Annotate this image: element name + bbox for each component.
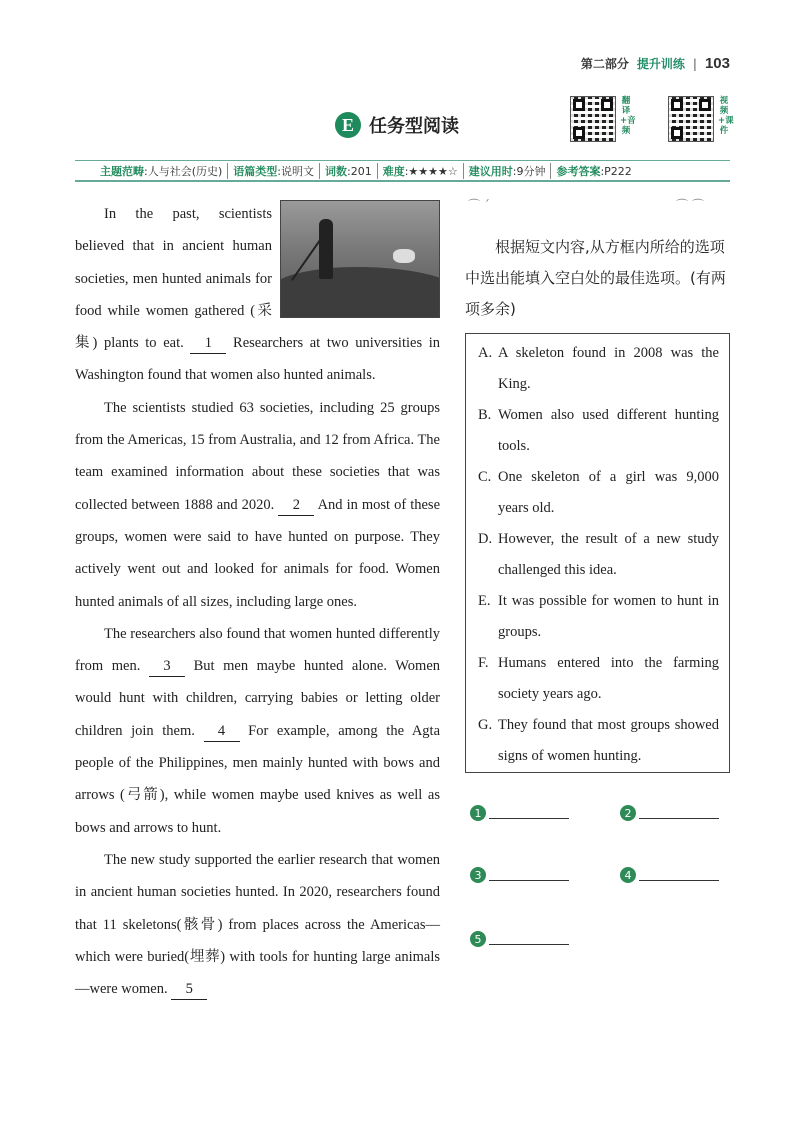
option-c: C. One skeleton of a girl was 9,000 years old. [478,469,719,516]
qr-label-left: 翻译+音频 [620,96,636,136]
task-instruction: 根据短文内容,从方框内所给的选项中选出能填入空白处的最佳选项。(有两项多余) [465,238,726,318]
answer-5[interactable]: 5 [470,931,569,947]
info-text-type: 语篇类型:说明文 [228,163,320,179]
paragraph-3: The researchers also found that women hunted differently from men. 3 But men maybe hunted alone. Women would hunt with children, carrying babies or letting older children join them. 4 For example, among the Agta people of the Philippines, men mainly hunted with bows and arrows (弓箭), while women maybe used knives as well as bows and arrows to hunt. [75,625,441,836]
options-box [465,333,730,773]
answer-1[interactable]: 1 [470,805,569,821]
hunting-illustration [280,200,440,318]
qr-label-right: 视频+课件 [718,96,734,136]
subsection-label: 提升训练 [636,57,685,71]
qr-code-translation-icon[interactable] [570,96,616,142]
option-a: A. A skeleton found in 2008 was the King. [478,345,719,392]
blank-5: 5 [171,979,207,1000]
info-bar [75,160,730,182]
section-title [335,112,459,138]
blank-4: 4 [204,721,240,742]
qr-code-video-icon[interactable] [668,96,714,142]
info-word-count: 词数:201 [320,163,378,179]
paragraph-4: The new study supported the earlier research that women in ancient human societies hunted. In 2020, researchers found that 11 skeletons(骸骨) from places across the Americas—which were buried(埋葬) with tools for hunting large animals—were women. 5 [75,844,440,1005]
title-text: 任务型阅读 [369,116,459,137]
option-b: B. Women also used different hunting tools. [478,407,719,454]
answer-3[interactable]: 3 [470,867,569,883]
section-label: 第二部分 [580,57,629,71]
answer-2[interactable]: 2 [620,805,719,821]
paragraph-1: In the past, scientists believed that in ancient human societies, men hunted animals for food while women gathered (采集) plants to eat. 1 Researchers at two universities in Washington found that women also hunted animals. [75,198,440,392]
paragraph-2: The scientists studied 63 societies, including 25 groups from the Americas, 15 from Australia, and 12 from Africa. The team examined information about these societies that was collected between 1888 and 2020. 2 And in most of these groups, women were said to have hunted on purpose. They actively went out and looked for animals for food. Women hunted animals of all sizes, including large ones. [75,399,441,610]
blank-1: 1 [190,333,226,354]
page-header [581,55,730,72]
section-badge: E [335,112,361,138]
option-g: G. They found that most groups showed signs of women hunting. [478,717,719,764]
blank-3: 3 [149,656,185,677]
answer-4[interactable]: 4 [620,867,719,883]
info-difficulty: 难度:★★★★☆ [378,163,464,179]
option-e: E. It was possible for women to hunt in groups. [478,593,719,640]
page-number: 103 [704,55,730,72]
reading-passage [75,198,440,1005]
info-answer-ref: 参考答案:P222 [556,164,632,178]
blank-2: 2 [278,495,314,516]
option-f: F. Humans entered into the farming society years ago. [478,655,719,702]
decorative-mark-right: ⌒ ⌒ [676,198,704,212]
decorative-mark-left: ⌒ ´ [468,198,490,212]
info-topic: 主题范畴:人与社会(历史) [95,163,228,179]
option-d: D. However, the result of a new study challenged this idea. [478,531,719,578]
header-separator: | [692,56,697,71]
info-time: 建议用时:9分钟 [464,163,552,179]
